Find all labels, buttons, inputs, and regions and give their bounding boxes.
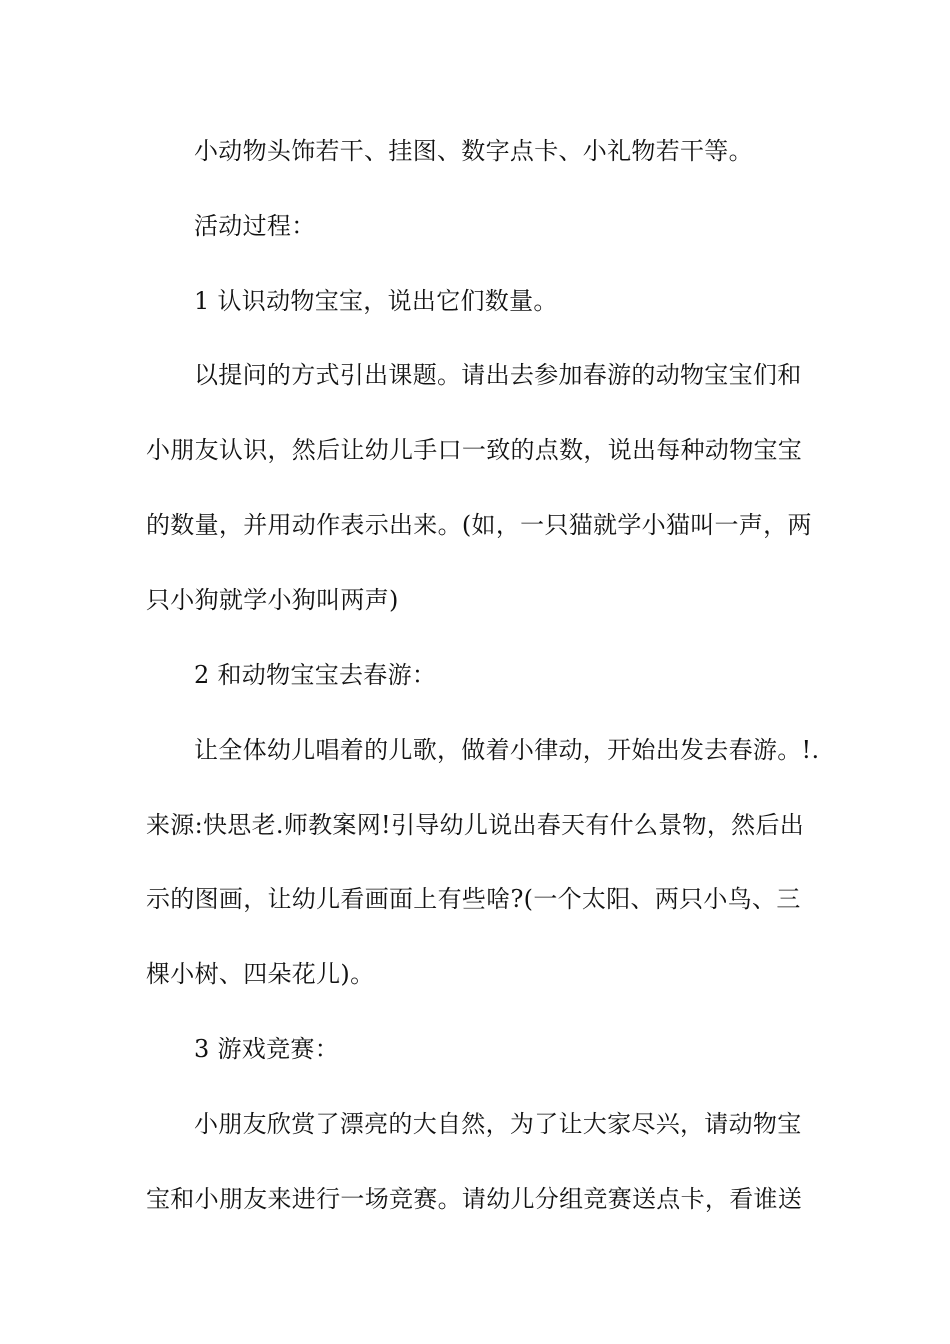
heading-step-2: 2 和动物宝宝去春游： bbox=[194, 661, 437, 689]
heading-step-1: 1 认识动物宝宝，说出它们数量。 bbox=[194, 287, 558, 315]
heading-step-3: 3 游戏竞赛： bbox=[194, 1035, 339, 1063]
paragraph-step-3-line-2: 宝和小朋友来进行一场竞赛。请幼儿分组竞赛送点卡，看谁送 bbox=[146, 1185, 803, 1213]
paragraph-step-2-line-1: 让全体幼儿唱着的儿歌，做着小律动，开始出发去春游。!. bbox=[194, 736, 820, 764]
paragraph-step-1-line-2: 小朋友认识，然后让幼儿手口一致的点数，说出每种动物宝宝 bbox=[146, 436, 803, 464]
paragraph-step-1-line-1: 以提问的方式引出课题。请出去参加春游的动物宝宝们和 bbox=[194, 361, 802, 389]
paragraph-step-2-line-3: 示的图画，让幼儿看画面上有些啥?(一个太阳、两只小鸟、三 bbox=[146, 885, 801, 913]
paragraph-step-1-line-3: 的数量，并用动作表示出来。(如，一只猫就学小猫叫一声，两 bbox=[146, 511, 812, 539]
paragraph-materials: 小动物头饰若干、挂图、数字点卡、小礼物若干等。 bbox=[194, 137, 753, 165]
paragraph-step-2-line-4: 棵小树、四朵花儿)。 bbox=[146, 960, 375, 988]
paragraph-step-1-line-4: 只小狗就学小狗叫两声) bbox=[146, 586, 399, 614]
heading-activity-process: 活动过程： bbox=[194, 212, 316, 240]
paragraph-step-3-line-1: 小朋友欣赏了漂亮的大自然，为了让大家尽兴，请动物宝 bbox=[194, 1110, 802, 1138]
paragraph-step-2-line-2: 来源:快思老.师教案网!引导幼儿说出春天有什么景物，然后出 bbox=[146, 811, 805, 839]
